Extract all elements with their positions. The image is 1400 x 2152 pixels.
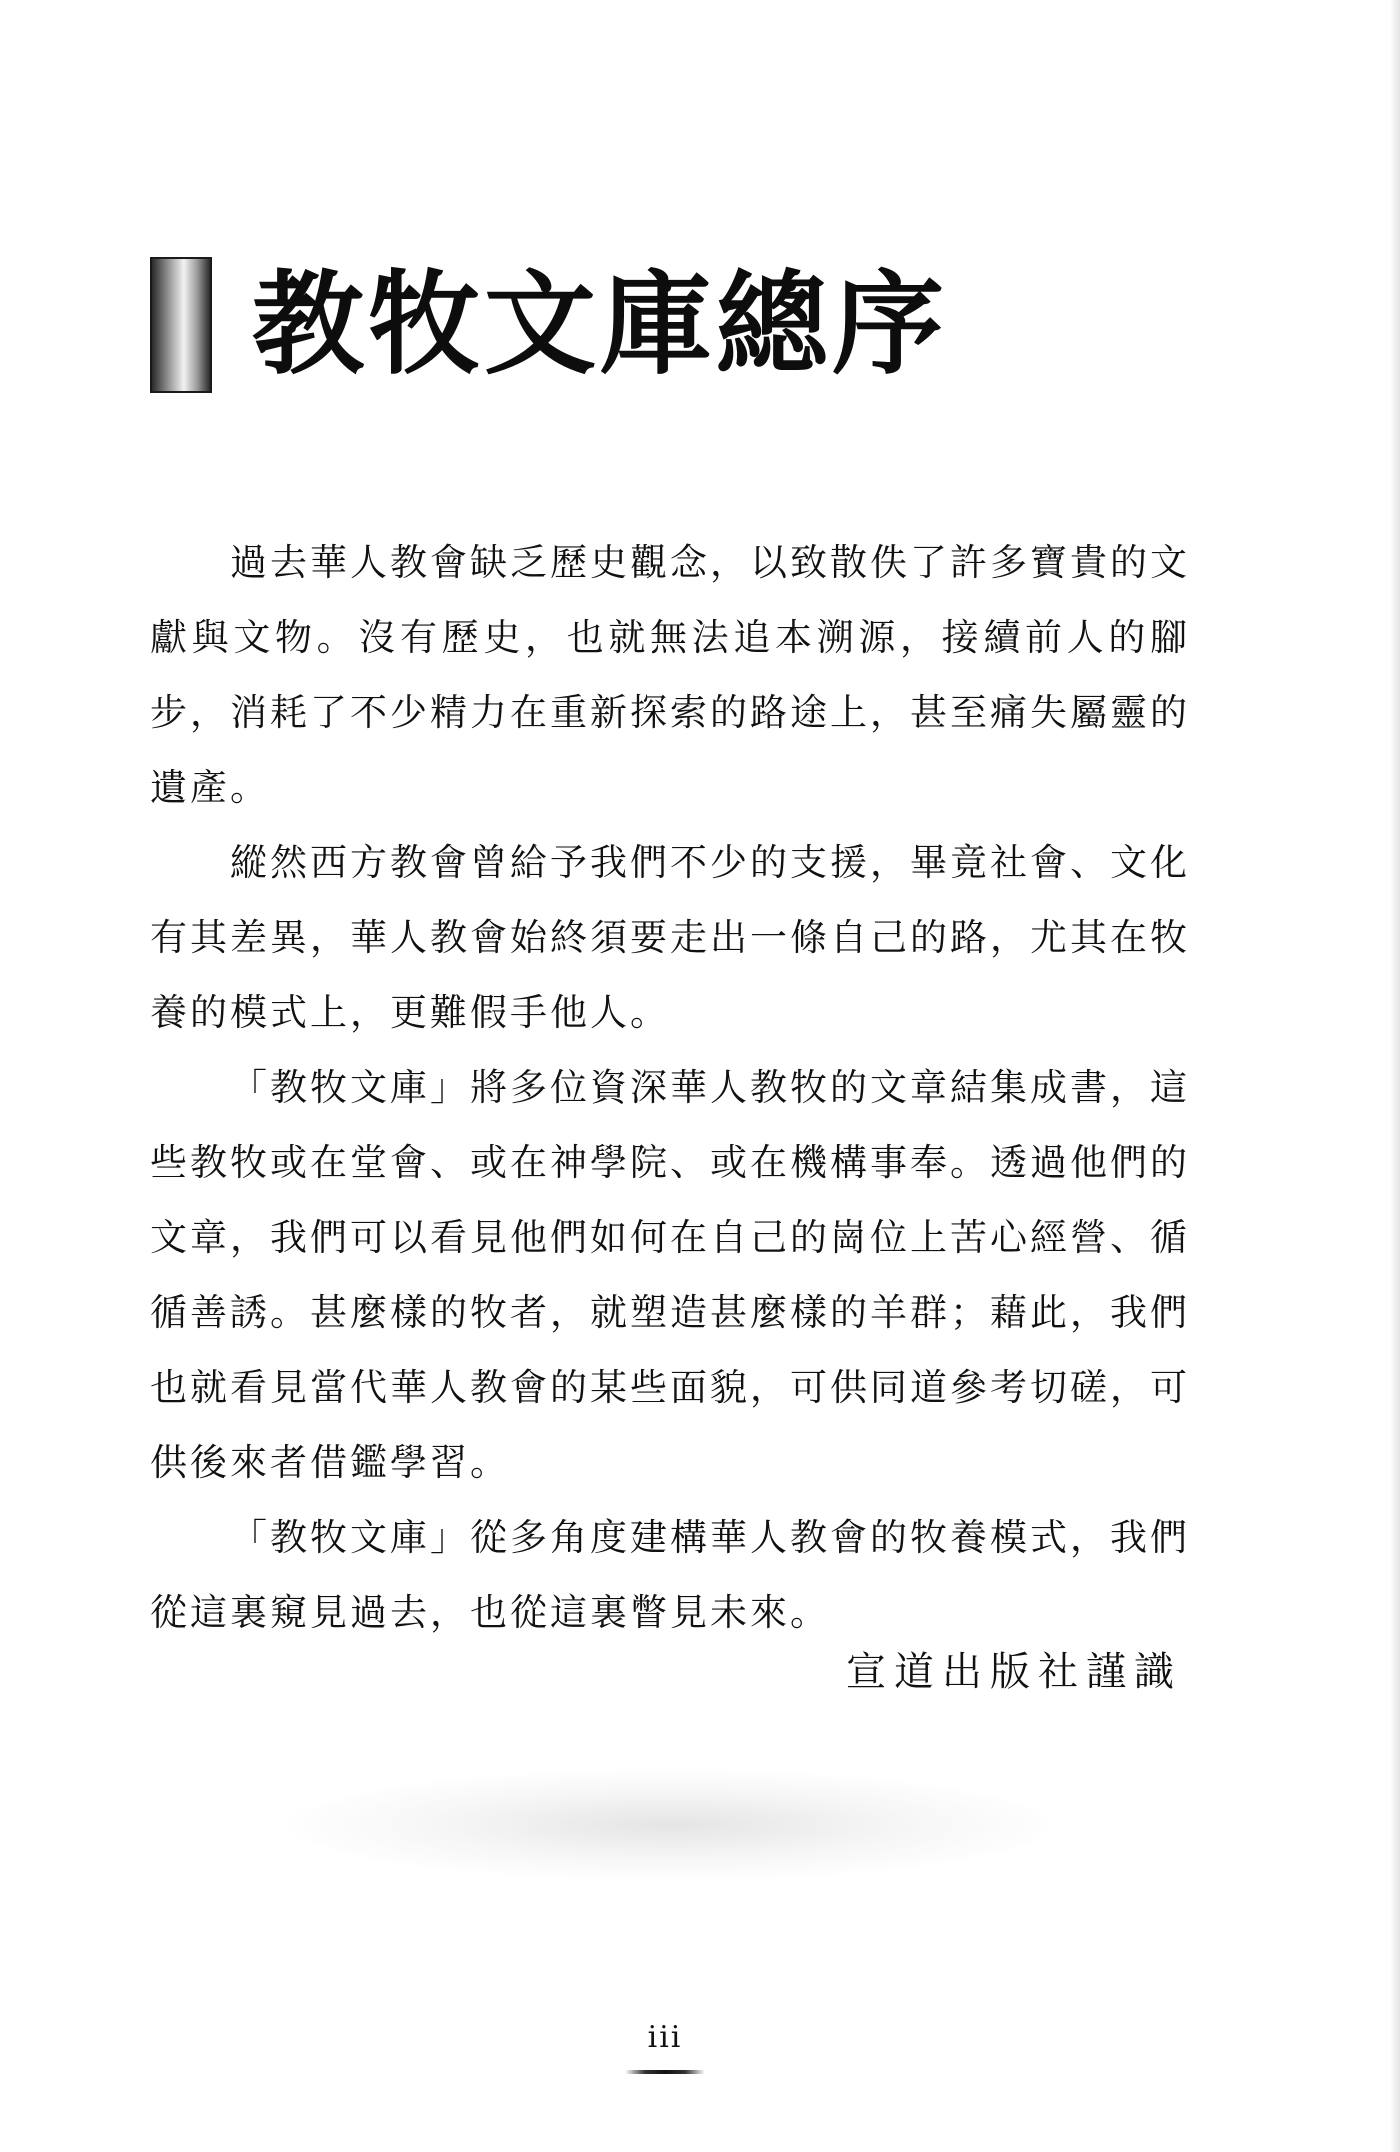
body-text (150, 525, 1190, 1650)
paragraph-1: 過去華人教會缺乏歷史觀念，以致散佚了許多寶貴的文獻與文物。沒有歷史，也就無法追本溯源，接續前人的腳步，消耗了不少精力在重新探索的路途上，甚至痛失屬靈的遺產。 (150, 541, 1190, 809)
page-edge-shadow (1390, 0, 1400, 2152)
title-decorative-bar (150, 257, 212, 393)
paragraph-2: 縱然西方教會曾給予我們不少的支援，畢竟社會、文化有其差異，華人教會始終須要走出一條自己的路，尤其在牧養的模式上，更難假手他人。 (150, 841, 1190, 1034)
title-block (150, 255, 948, 395)
page-number-rule (625, 2070, 705, 2074)
paragraph-3: 「教牧文庫」將多位資深華人教牧的文章結集成書，這些教牧或在堂會、或在神學院、或在機構事奉。透過他們的文章，我們可以看見他們如何在自己的崗位上苦心經營、循循善誘。甚麼樣的牧者，就塑造甚麼樣的羊群；藉此，我們也就看見當代華人教會的某些面貌，可供同道參考切磋，可供後來者借鑑學習。 (150, 1066, 1190, 1484)
page-number: iii (647, 2020, 683, 2055)
page-title: 教牧文庫總序 (252, 259, 948, 390)
signature: 宣道出版社謹識 (846, 1649, 1182, 1695)
paragraph-4: 「教牧文庫」從多角度建構華人教會的牧養模式，我們從這裏窺見過去，也從這裏瞥見未來。 (150, 1516, 1190, 1634)
faded-ornament (290, 1770, 1050, 1880)
